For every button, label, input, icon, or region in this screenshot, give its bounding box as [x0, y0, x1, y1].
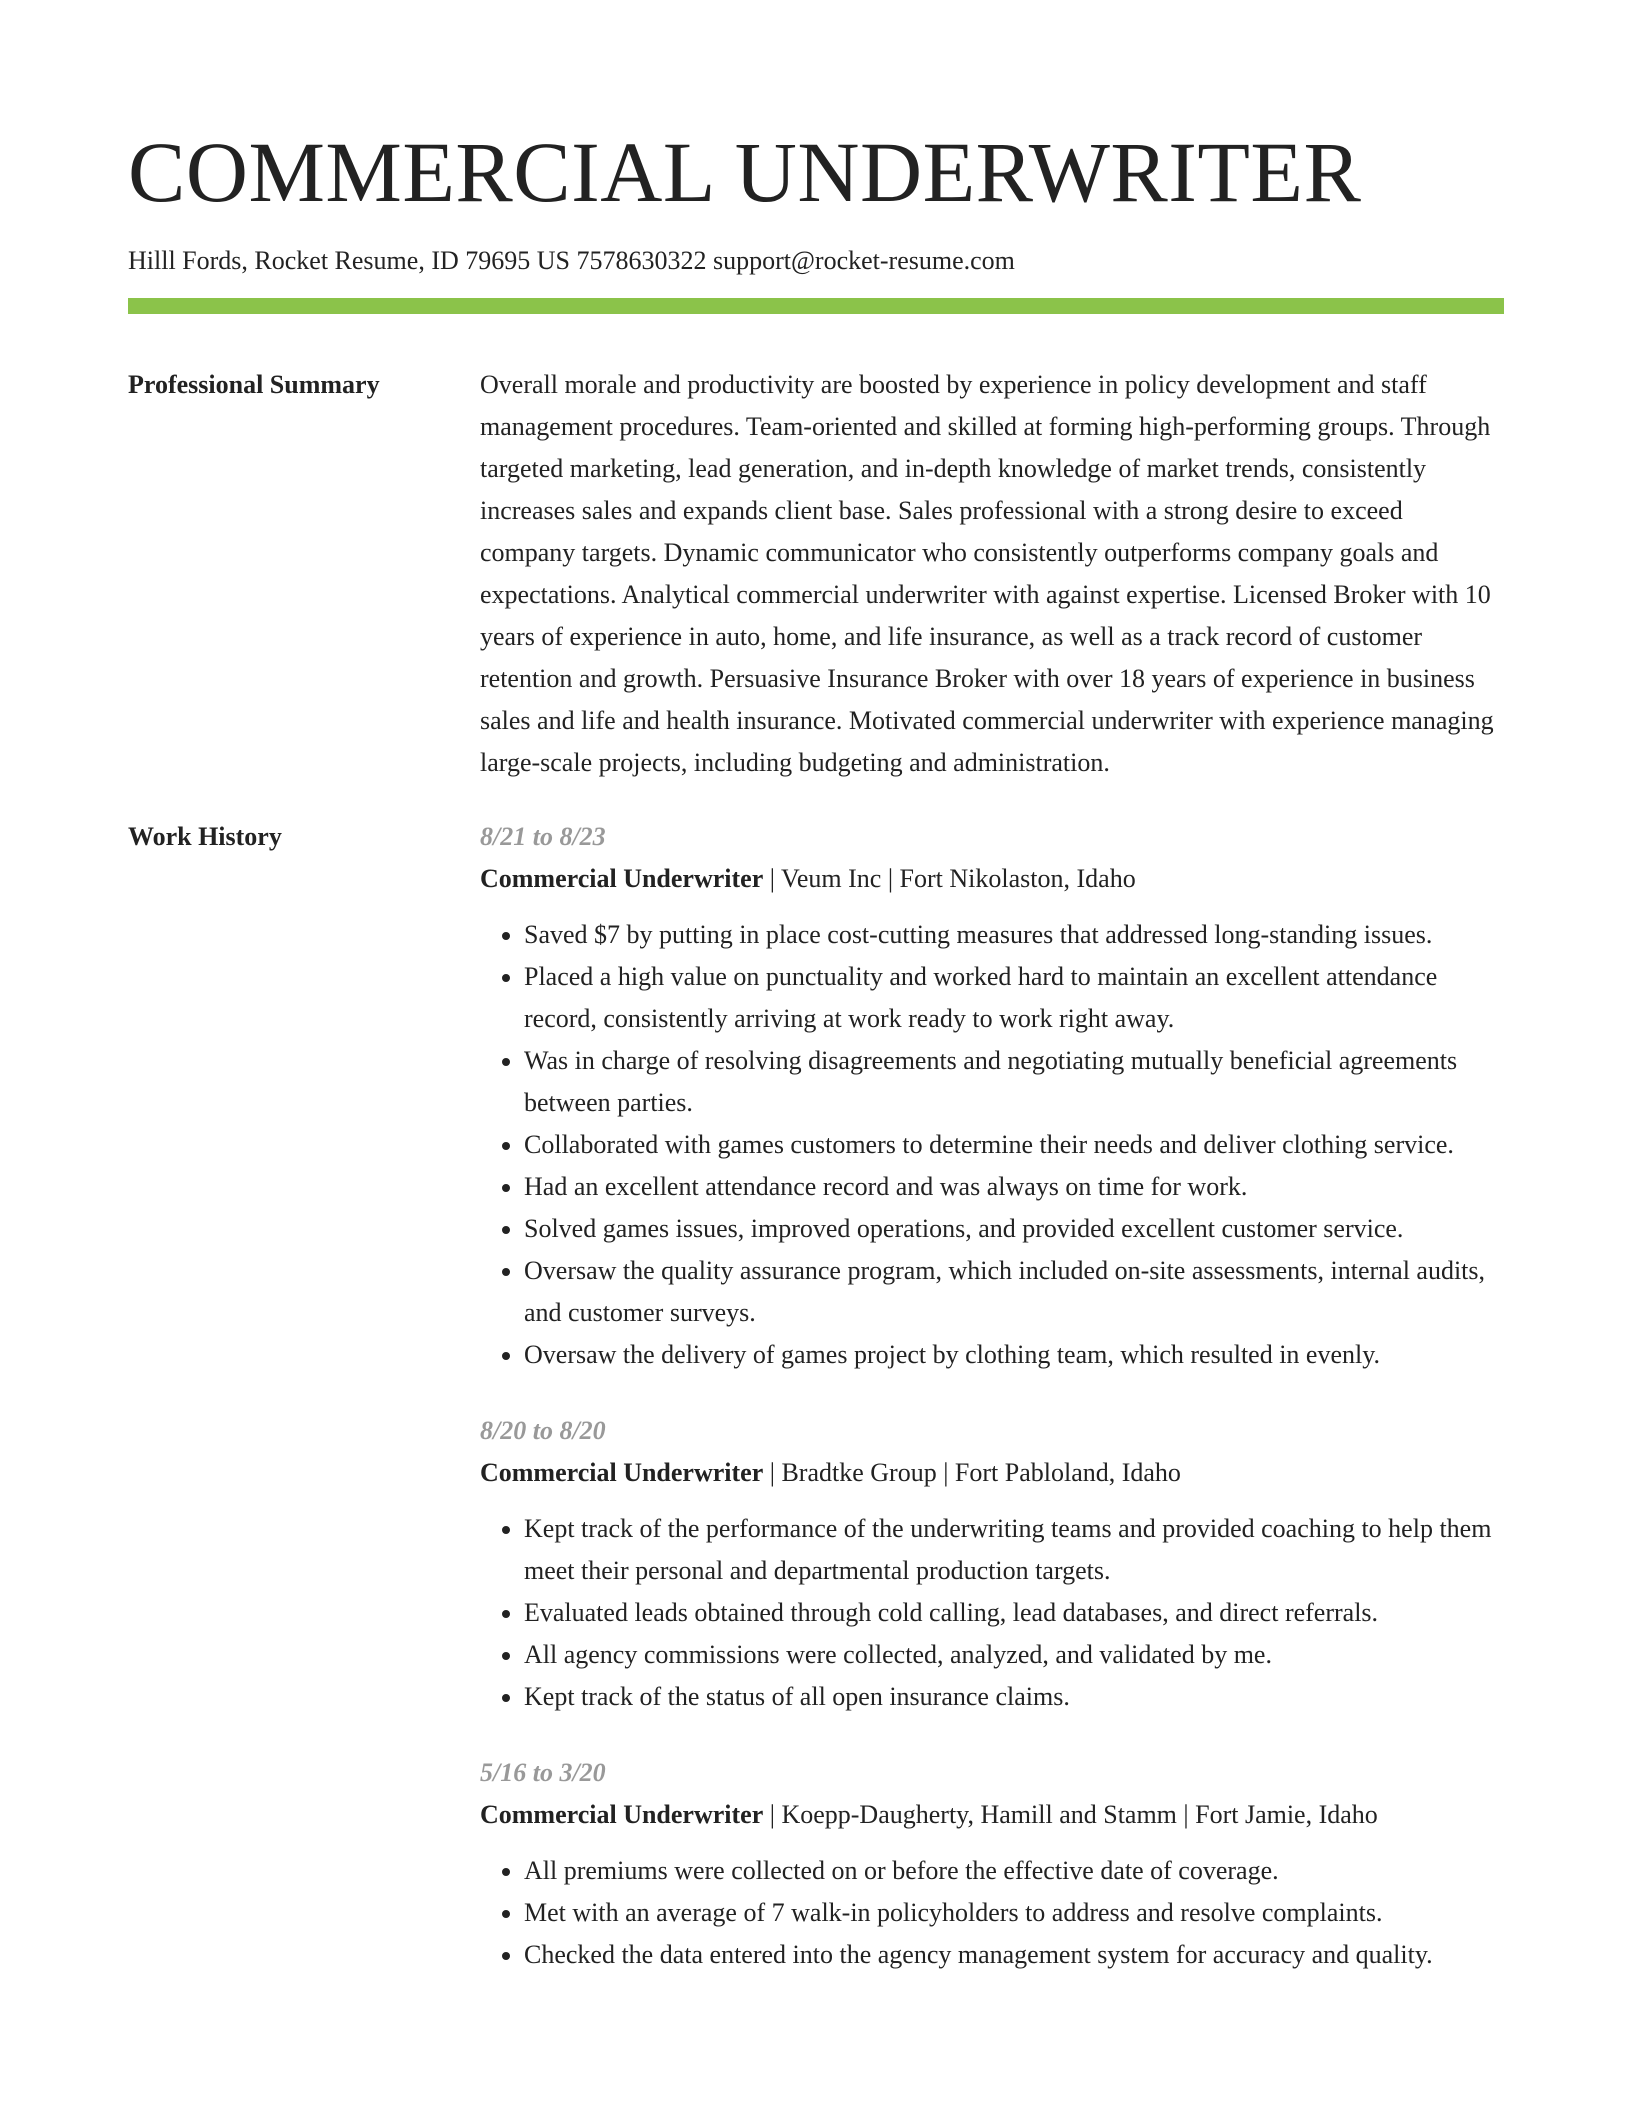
job-bullet: • Collaborated with games customers to determine their needs and deliver clothing service. [524, 1124, 1504, 1166]
job-entry [480, 1410, 1504, 1718]
job-title-line [480, 1794, 1504, 1836]
work-history-section [128, 816, 1504, 2010]
job-title: Commercial Underwriter [480, 1800, 764, 1829]
resume-page [128, 0, 1504, 2010]
job-bullet: • Evaluated leads obtained through cold calling, lead databases, and direct referrals. [524, 1592, 1504, 1634]
job-title: Commercial Underwriter [480, 1458, 764, 1487]
summary-body [480, 364, 1504, 784]
job-bullet-list [480, 914, 1504, 1376]
job-bullet: • Oversaw the delivery of games project by clothing team, which resulted in evenly. [524, 1334, 1504, 1376]
job-bullet: • Met with an average of 7 walk-in policyholders to address and resolve complaints. [524, 1892, 1504, 1934]
job-bullet: • Placed a high value on punctuality and worked hard to maintain an excellent attendance record, consistently arriving at work ready to work right away. [524, 956, 1504, 1040]
job-bullet: • Saved $7 by putting in place cost-cutting measures that addressed long-standing issues. [524, 914, 1504, 956]
accent-divider [128, 298, 1504, 314]
job-bullet: • Kept track of the performance of the underwriting teams and provided coaching to help them meet their personal and departmental production targets. [524, 1508, 1504, 1592]
job-title-line [480, 1452, 1504, 1494]
job-details: | Bradtke Group | Fort Pabloland, Idaho [763, 1458, 1181, 1487]
job-bullet: • Was in charge of resolving disagreements and negotiating mutually beneficial agreements between parties. [524, 1040, 1504, 1124]
job-entry [480, 1752, 1504, 1976]
section-label-work-history: Work History [128, 822, 282, 851]
job-bullet: • Had an excellent attendance record and was always on time for work. [524, 1166, 1504, 1208]
job-title: Commercial Underwriter [480, 864, 764, 893]
work-history-body [480, 816, 1504, 2010]
job-bullet: • Oversaw the quality assurance program, which included on-site assessments, internal audits, and customer surveys. [524, 1250, 1504, 1334]
professional-summary-section [128, 364, 1504, 784]
job-bullet: • Kept track of the status of all open insurance claims. [524, 1676, 1504, 1718]
resume-name-heading: COMMERCIAL UNDERWRITER [128, 124, 1362, 220]
job-bullet: • All agency commissions were collected, analyzed, and validated by me. [524, 1634, 1504, 1676]
job-dates: 8/21 to 8/23 [480, 822, 606, 851]
summary-text: Overall morale and productivity are boosted by experience in policy development and staff management procedures. Team-oriented and skilled at forming high-performing groups. Through targeted marketing, lead generation, and in-depth knowledge of market trends, consistently increases sales and expands client base. Sales professional with a strong desire to exceed company targets. Dynamic communicator who consistently outperforms company goals and expectations. Analytical commercial underwriter with against expertise. Licensed Broker with 10 years of experience in auto, home, and life insurance, as well as a track record of customer retention and growth. Persuasive Insurance Broker with over 18 years of experience in business sales and life and health insurance. Motivated commercial underwriter with experience managing large-scale projects, including budgeting and administration. [480, 370, 1494, 777]
job-bullet-list [480, 1850, 1504, 1976]
job-bullet: • Solved games issues, improved operations, and provided excellent customer service. [524, 1208, 1504, 1250]
job-bullet: • All premiums were collected on or before the effective date of coverage. [524, 1850, 1504, 1892]
job-dates: 8/20 to 8/20 [480, 1416, 606, 1445]
job-dates: 5/16 to 3/20 [480, 1758, 606, 1787]
job-bullet-list [480, 1508, 1504, 1718]
job-details: | Veum Inc | Fort Nikolaston, Idaho [763, 864, 1136, 893]
job-title-line [480, 858, 1504, 900]
job-bullet: • Checked the data entered into the agency management system for accuracy and quality. [524, 1934, 1504, 1976]
job-entry [480, 816, 1504, 1376]
section-label-summary: Professional Summary [128, 370, 380, 399]
contact-line: Hilll Fords, Rocket Resume, ID 79695 US 7578630322 support@rocket-resume.com [128, 246, 1015, 275]
job-details: | Koepp-Daugherty, Hamill and Stamm | Fort Jamie, Idaho [763, 1800, 1378, 1829]
